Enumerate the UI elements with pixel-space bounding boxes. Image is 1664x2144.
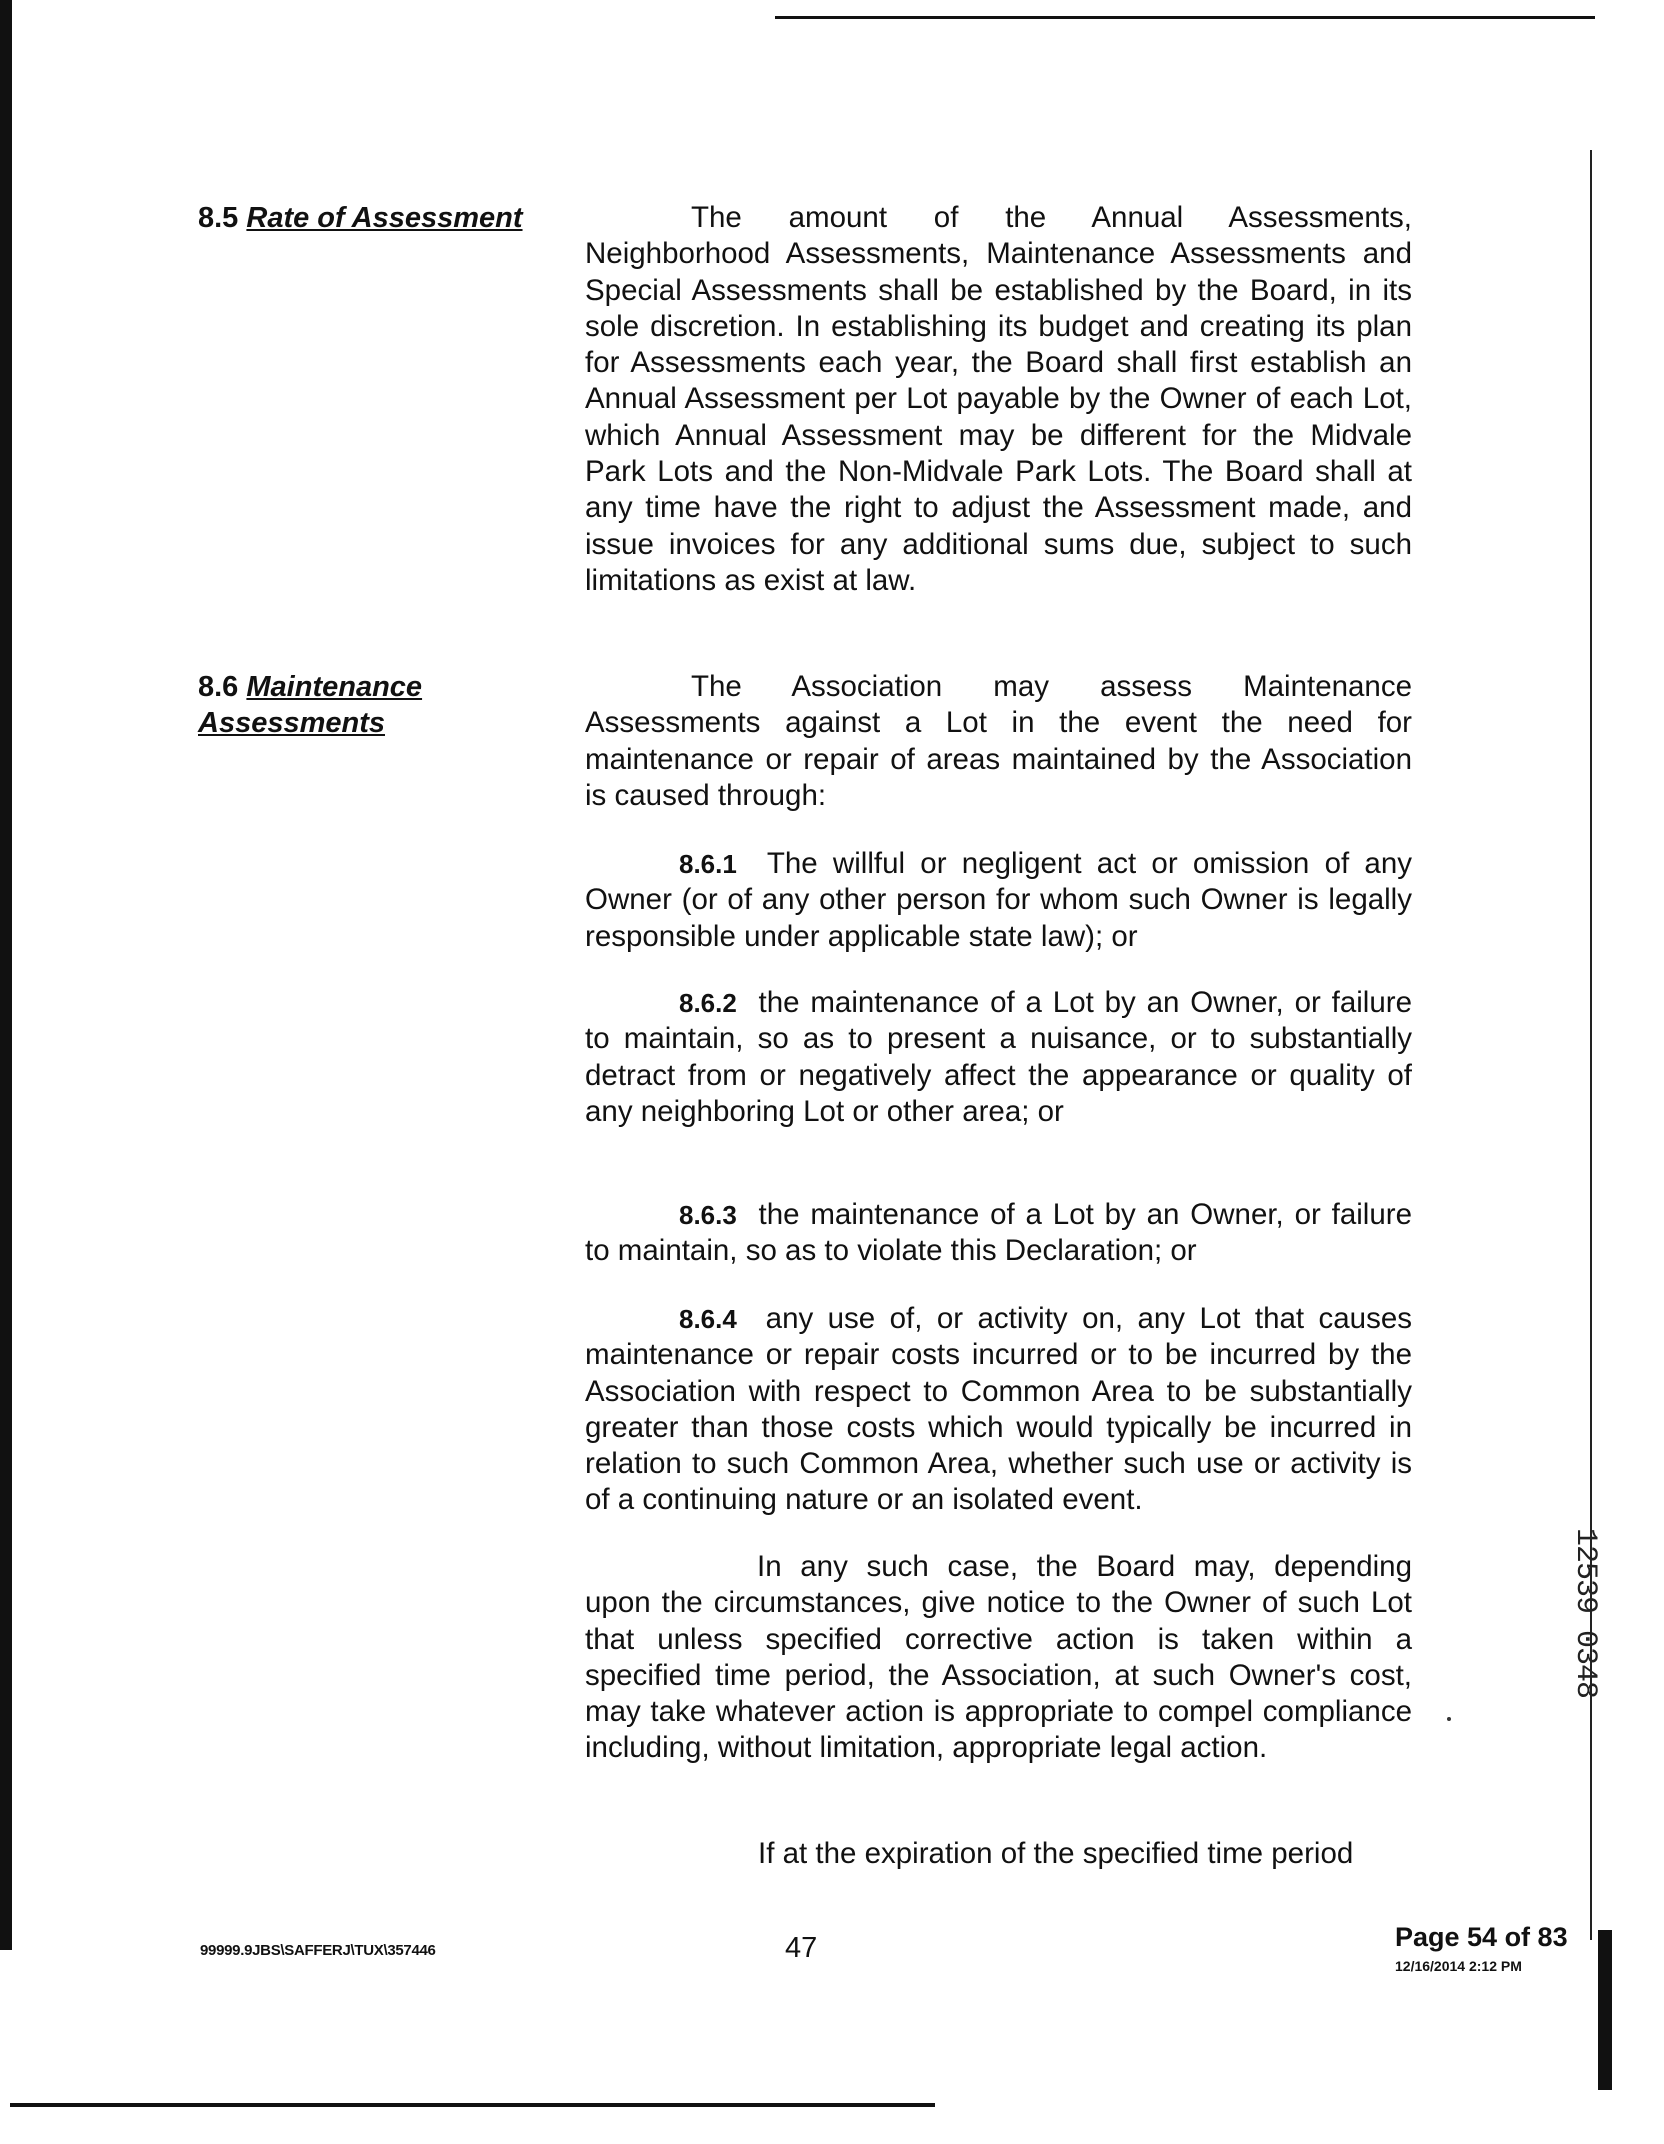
recording-stamp: 12539 0348 (1568, 1528, 1602, 1699)
subsection-number: 8.6.3 (679, 1200, 737, 1230)
left-scan-edge (0, 0, 12, 1950)
subsection-8-6-3 (585, 1197, 1412, 1270)
section-title-line-1: Maintenance (246, 671, 423, 703)
subsection-8-6-1 (585, 846, 1412, 955)
subsection-8-6-4 (585, 1301, 1412, 1519)
paragraph-maintenance-intro: The Association may assess Maintenance Assessments against a Lot in the event the need for maintenance or repair of areas maintained by the Association is caused through: (585, 670, 1412, 812)
right-scan-edge-bold (1598, 1930, 1612, 2090)
bottom-scan-rule (10, 2103, 935, 2107)
footer-document-code: 99999.9JBS\SAFFERJ\TUX\357446 (200, 1942, 436, 1959)
subsection-text: the maintenance of a Lot by an Owner, or failure to maintain, so as to violate this Declaration; or (585, 1198, 1412, 1268)
section-heading-8-5 (198, 200, 558, 236)
page-of-counter: Page 54 of 83 (1395, 1922, 1568, 1952)
section-heading-8-6 (198, 669, 558, 741)
subsection-number: 8.6.1 (679, 849, 737, 879)
subsection-number: 8.6.4 (679, 1304, 737, 1334)
subsection-8-6-2 (585, 985, 1412, 1130)
subsection-number: 8.6.2 (679, 988, 737, 1018)
section-number: 8.6 (198, 671, 239, 703)
subsection-text: the maintenance of a Lot by an Owner, or failure to maintain, so as to present a nuisance, or to substantially detract from or negatively affect the appearance or quality of any neighboring Lot or other area; or (585, 986, 1412, 1128)
top-scan-rule (775, 16, 1595, 19)
section-title-line-2: Assessments (198, 707, 385, 739)
scan-speck (1447, 1717, 1451, 1721)
subsection-text: The willful or negligent act or omission of any Owner (or of any other person for whom such Owner is legally responsible under applicable state law); or (585, 847, 1412, 953)
paragraph-any-such-case: In any such case, the Board may, depending upon the circumstances, give notice to the Owner of such Lot that unless specified corrective action is taken within a specified time period, the Association, at such Owner's cost, may take whatever action is appropriate to compel compliance including, without limitation, appropriate legal action. (585, 1550, 1412, 1765)
footer-page-number: 47 (785, 1932, 818, 1964)
footer-timestamp: 12/16/2014 2:12 PM (1395, 1958, 1522, 1974)
paragraph-expiration: If at the expiration of the specified time period (758, 1837, 1354, 1870)
subsection-text: any use of, or activity on, any Lot that causes maintenance or repair costs incurred or to be incurred by the Association with respect to Common Area to be substantially greater than those costs which would typically be incurred in relation to such Common Area, whether such use or activity is of a continuing nature or an isolated event. (585, 1302, 1412, 1517)
section-number: 8.5 (198, 202, 239, 234)
section-title: Rate of Assessment (246, 202, 523, 234)
paragraph-rate-of-assessment: The amount of the Annual Assessments, Neighborhood Assessments, Maintenance Assessments and Special Assessments shall be established by the Board, in its sole discretion. In establishing its budget and creating its plan for Assessments each year, the Board shall first establish an Annual Assessment per Lot payable by the Owner of each Lot, which Annual Assessment may be different for the Midvale Park Lots and the Non-Midvale Park Lots. The Board shall at any time have the right to adjust the Assessment made, and issue invoices for any additional sums due, subject to such limitations as exist at law. (585, 201, 1412, 597)
